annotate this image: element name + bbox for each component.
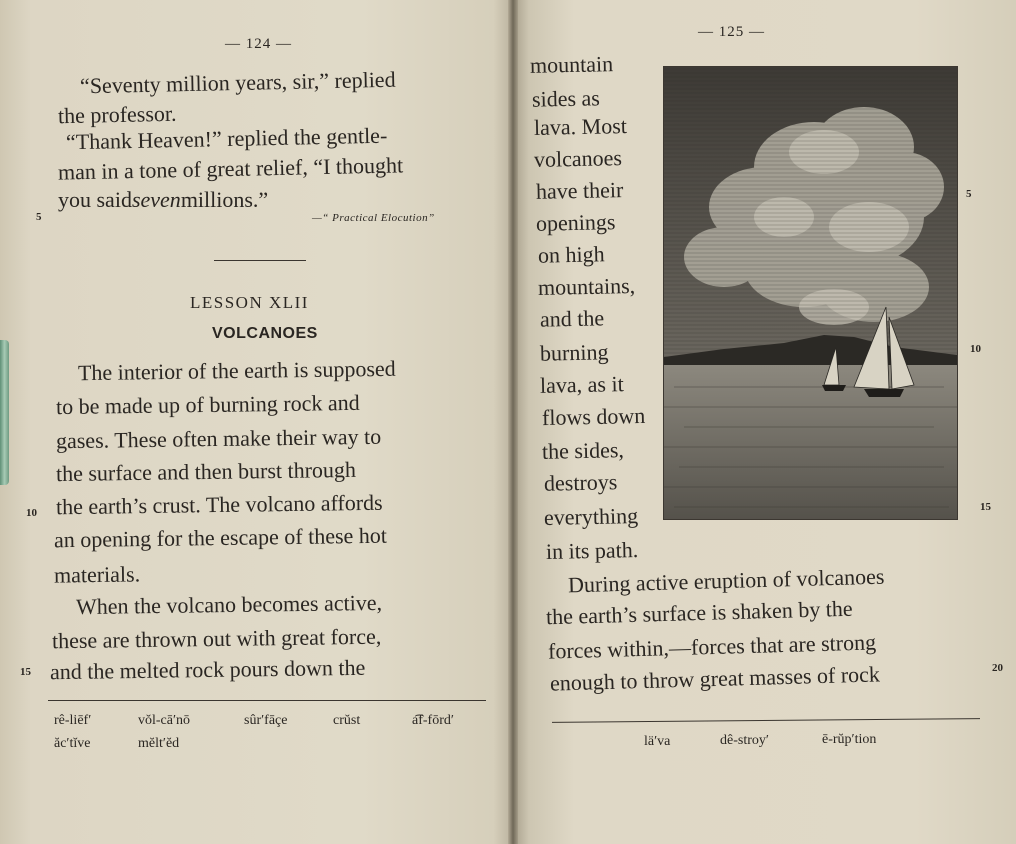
text-line <box>544 471 618 495</box>
text-line <box>540 341 609 364</box>
text-line <box>544 505 639 529</box>
quote-text: you said <box>58 187 132 212</box>
text-line <box>51 623 382 654</box>
line-number: 5 <box>36 211 42 223</box>
quote-line-final <box>58 189 268 211</box>
vocabulary-word: mĕlt′ĕd <box>138 736 180 751</box>
line-text: the earth’s surface is shaken by the <box>545 595 853 630</box>
text-line <box>534 147 622 171</box>
page-number-left: — 124 — <box>225 36 292 52</box>
line-text: sides as <box>531 85 601 112</box>
text-line <box>75 589 383 620</box>
vocabulary-word: vŏl-cā′nō <box>138 713 191 728</box>
line-text: “Thank Heaven!” replied the gentle- <box>65 122 388 155</box>
quote-text: millions.” <box>180 187 269 212</box>
line-text: on high <box>537 241 605 268</box>
line-text: mountains, <box>537 272 636 301</box>
line-text: lava. Most <box>533 113 628 140</box>
book-gutter <box>508 0 518 844</box>
vocabulary-word: ăc′tĭve <box>54 736 91 751</box>
line-text: an opening for the escape of these hot <box>53 522 388 553</box>
text-line <box>534 115 627 139</box>
line-text: enough to throw great masses of rock <box>549 661 881 696</box>
line-text: When the volcano becomes active, <box>75 589 383 620</box>
line-text: forces within,—forces that are strong <box>547 629 877 664</box>
text-line <box>55 423 382 454</box>
text-line <box>537 272 636 301</box>
line-text: “Seventy million years, sir,” replied <box>79 66 396 99</box>
line-text: lava, as it <box>539 371 624 398</box>
text-line <box>55 489 383 520</box>
line-text: destroys <box>543 469 618 496</box>
quote-emphasis: seven <box>131 187 181 212</box>
line-text: the sides, <box>541 437 625 464</box>
quote-credit: —“ Practical Elocution” <box>312 212 435 224</box>
text-line <box>538 243 605 266</box>
line-text: burning <box>539 339 609 366</box>
line-text: the professor. <box>57 100 177 129</box>
vocabulary-word: sûr′fāçe <box>244 713 288 728</box>
text-line <box>55 456 357 487</box>
volcano-illustration <box>663 66 958 520</box>
line-number: 20 <box>992 662 1003 674</box>
line-text: to be made up of burning rock and <box>55 389 360 420</box>
text-line <box>55 389 360 420</box>
vocabulary-word: rê-liēf′ <box>54 713 92 728</box>
text-line <box>532 87 600 110</box>
line-text: the surface and then burst through <box>55 456 357 487</box>
line-text: the earth’s crust. The volcano affords <box>55 489 383 520</box>
text-line <box>546 539 639 563</box>
text-line <box>54 563 140 586</box>
section-divider <box>214 260 306 261</box>
text-line <box>77 355 396 386</box>
line-text: volcanoes <box>533 145 623 172</box>
line-text: materials. <box>53 561 141 588</box>
lesson-heading: LESSON XLII <box>190 293 309 312</box>
text-line <box>49 654 366 685</box>
vocabulary-word: a͡f-fōrd′ <box>412 713 454 728</box>
line-text: in its path. <box>545 537 639 564</box>
line-text: everything <box>543 503 639 530</box>
line-number: 5 <box>966 188 972 200</box>
footnote-rule <box>48 700 486 701</box>
text-line <box>57 100 177 129</box>
line-number: 15 <box>980 501 991 513</box>
vocabulary-word: dê-stroy′ <box>720 733 769 748</box>
vocabulary-word: crŭst <box>333 713 361 728</box>
line-number: 15 <box>20 666 31 678</box>
line-text: these are thrown out with great force, <box>51 623 382 654</box>
line-text: mountain <box>529 51 614 78</box>
page-number-right: — 125 — <box>698 24 765 40</box>
line-text: gases. These often make their way to <box>55 423 382 454</box>
vocabulary-word: lä′va <box>644 734 671 749</box>
text-line <box>540 373 624 397</box>
text-line <box>540 307 605 330</box>
line-text: During active eruption of volcanoes <box>567 563 885 598</box>
eruption-engraving <box>664 67 957 519</box>
line-text: The interior of the earth is supposed <box>77 355 396 386</box>
line-number: 10 <box>26 507 37 519</box>
line-text: openings <box>535 209 616 236</box>
lesson-title: VOLCANOES <box>212 325 318 342</box>
text-line <box>536 179 624 203</box>
text-line <box>541 402 646 431</box>
line-text: and the melted rock pours down the <box>49 654 366 685</box>
line-text: have their <box>535 177 624 204</box>
line-number: 10 <box>970 343 981 355</box>
text-line <box>530 53 614 77</box>
text-line <box>536 211 616 235</box>
bookmark-tab <box>0 340 9 485</box>
line-text: man in a tone of great relief, “I thought <box>57 152 404 185</box>
line-text: flows down <box>541 402 646 431</box>
vocabulary-word: ē-rŭp′tion <box>822 732 877 747</box>
text-line <box>53 522 388 553</box>
line-text: and the <box>539 305 605 332</box>
text-line <box>542 439 624 463</box>
